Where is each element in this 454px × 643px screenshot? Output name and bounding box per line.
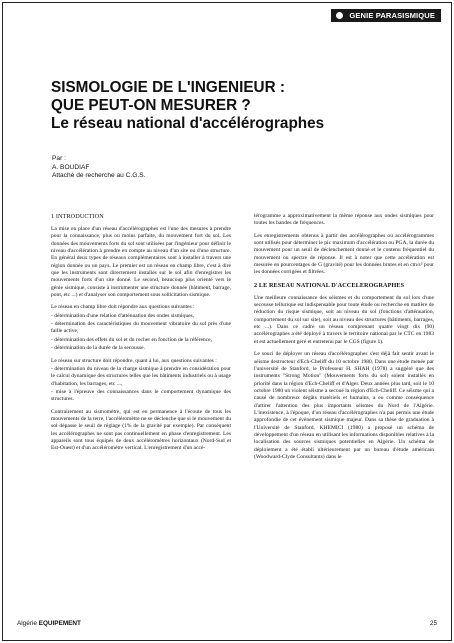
list-item: - détermination d'une relation d'atténuation des ondes sismiques, [51,312,195,319]
rubric-label: GENIE PARASISMIQUE [349,11,435,20]
bullet-icon [336,12,343,19]
section-rubric [331,9,441,22]
list-item: - mise à l'épreuve des connaissances dans le comportement dynamique des structures. [51,388,231,403]
byline [52,155,252,181]
article-title [51,79,441,133]
author-affiliation: Attaché de recherche au C.G.S. [52,172,146,180]
list-item: - détermination des effets du sol et du rocher en fonction de la référence, [51,336,212,343]
title-line-3: Le réseau national d'accélérographes [51,115,325,132]
magazine-name-part-2: EQUIPEMENT [38,620,81,627]
paragraph: Le réseau en champ libre doit répondre aux questions suivantes : [51,304,195,311]
author-name: A. BOUDIAF [52,163,90,171]
page-number: 25 [429,620,437,627]
page-frame [2,2,452,641]
list-item: - détermination des caractéristiques du mouvement vibratoire du sol près d'une faille active, [51,321,231,335]
list-item: - détermination du niveau de la charge sismique à prendre en considération pour le calcul dynamique des structures telles que les bâtiments industriels ou à usage d'habitation, les barrages, etc ..., [51,365,231,387]
title-line-1: SISMOLOGIE DE L'INGENIEUR : [51,79,285,96]
left-column [51,213,231,601]
paragraph: lérogramme a approximativement la même réponse aux ondes sismiques pour toutes les bandes de fréquences. [254,213,434,227]
magazine-name [17,620,81,628]
paragraph: Contrairement au sismomètre, qui est en permanence à l'écoute de tous les mouvements de la terre, l'accéléromètre ne se déclenche que si le mouvement du sol dépasse le seuil de réglage (1% de la gravité par exemple). Par conséquent les accélérographes ne sont pas continuellement en phase d'enregistrement. Les appareils sont tous équipés de deux accéléromètres horizontaux (Nord-Sud et Est-Ouest) et d'un accéléromètre vertical. L'enregistrement d'un accé- [51,408,231,452]
paragraph: La mise en place d'un réseau d'accélérographes est l'une des mesures à prendre pour la connaissance, plus ou moins parfaite, du mouvement fort du sol. Les données des mouvements forts du sol sont utilisées par l'ingénieur pour définir le niveau d'accélération à prendre en compte au niveau d'un site ou d'une structure. En général deux types de réseaux complémentaires sont à installer à travers une région donnée ou un pays. Le premier est un réseau en champ libre, c'est à dire que les instruments sont directement installés sur le sol afin d'enregistrer les mouvements forts d'un site donné. Le second, beaucoup plus orienté vers le génie sismique, consiste à instrumenter une structure donnée (bâtiment, barrage, pont, etc ...) et d'analyser son comportement sous sollicitation sismique. [51,226,231,299]
section-heading-introduction: 1 INTRODUCTION [51,213,104,220]
paragraph: Une meilleure connaissance des séismes et du comportement du sol lors d'une secousse tellurique est indispensable pour toute étude ou recherche en matière de réduction du risque sismique, soit au niveau du sol (fonctions d'atténuation, comportement du sol sur site), soit au niveau des structures (bâtiments, barrages, etc ...). Dans ce cadre un réseau comprenant quatre vingt dix (90) accélérographes a été déployé à travers le territoire national par le CTC en 1983 et est actuellement géré et entretenu par le CGS (figure 1). [254,294,434,345]
section-heading-reseau: 2 LE RESEAU NATIONAL D'ACCELEROGRAPHES [254,281,405,289]
paragraph: Le réseau sur structure doit répondre, quant à lui, aux questions suivantes : [51,357,217,364]
byline-par: Par : [52,155,66,162]
title-line-2: QUE PEUT-ON MESURER ? [51,97,251,114]
right-column [254,213,434,601]
paragraph: Les enregistrements obtenus à partir des accélérographes ou accélérogrammes sont utilisés pour déterminer le pic maximum d'accélération ou PGA, la durée du mouvement pour un seuil de déclenchement donné et le contenu fréquentiel du mouvement ou spectre de réponse. Il est à noter que cette accélération est mesurée en pourcentages de G (gravité) pour les données brutes et en cm/s² pour les données corrigées et filtrées. [254,232,434,276]
paragraph: Le souci de déployer un réseau d'accélérographes s'est déjà fait sentir avant le séisme destructeur d'Ech-Cheliff du 10 octobre 1980. Dans une étude menée par l'université de Stanford, le Professeur H. SHAH (1978) a suggéré que des instruments "Strong Motion" (Mouvements forts du sol) soient installés en priorité dans la région d'Ech-Cheliff et d'Alger. Deux années plus tard, soit le 10 octobre 1980 un violent séisme a secoué la région d'Ech-Cheliff. Ce séisme qui a causé de nombreux dégâts matériels et humains, a eu comme conséquence d'attirer l'attention des plus importants séismes du Nord de l'Algérie. L'inexistence, à l'époque, d'un réseau d'accélérographes n'a pas permis une étude approfondie de cet évènement sismique majeur. Dans sa thèse de graduation à l'Université de Stanford, KHEMICI (1980) a proposé un schéma de développement d'un réseau en utilisant les informations disponibles relatives à la localisation des sources sismiques potentielles en Algérie. Un schéma de déploiement a été établi ultérieurement par un bureau d'étude américain (Woodward-Clyde Consultants) dans le [254,351,434,460]
list-item: - détermination de la durée de la secousse. [51,345,145,352]
magazine-name-part-1: Algérie [17,620,37,627]
